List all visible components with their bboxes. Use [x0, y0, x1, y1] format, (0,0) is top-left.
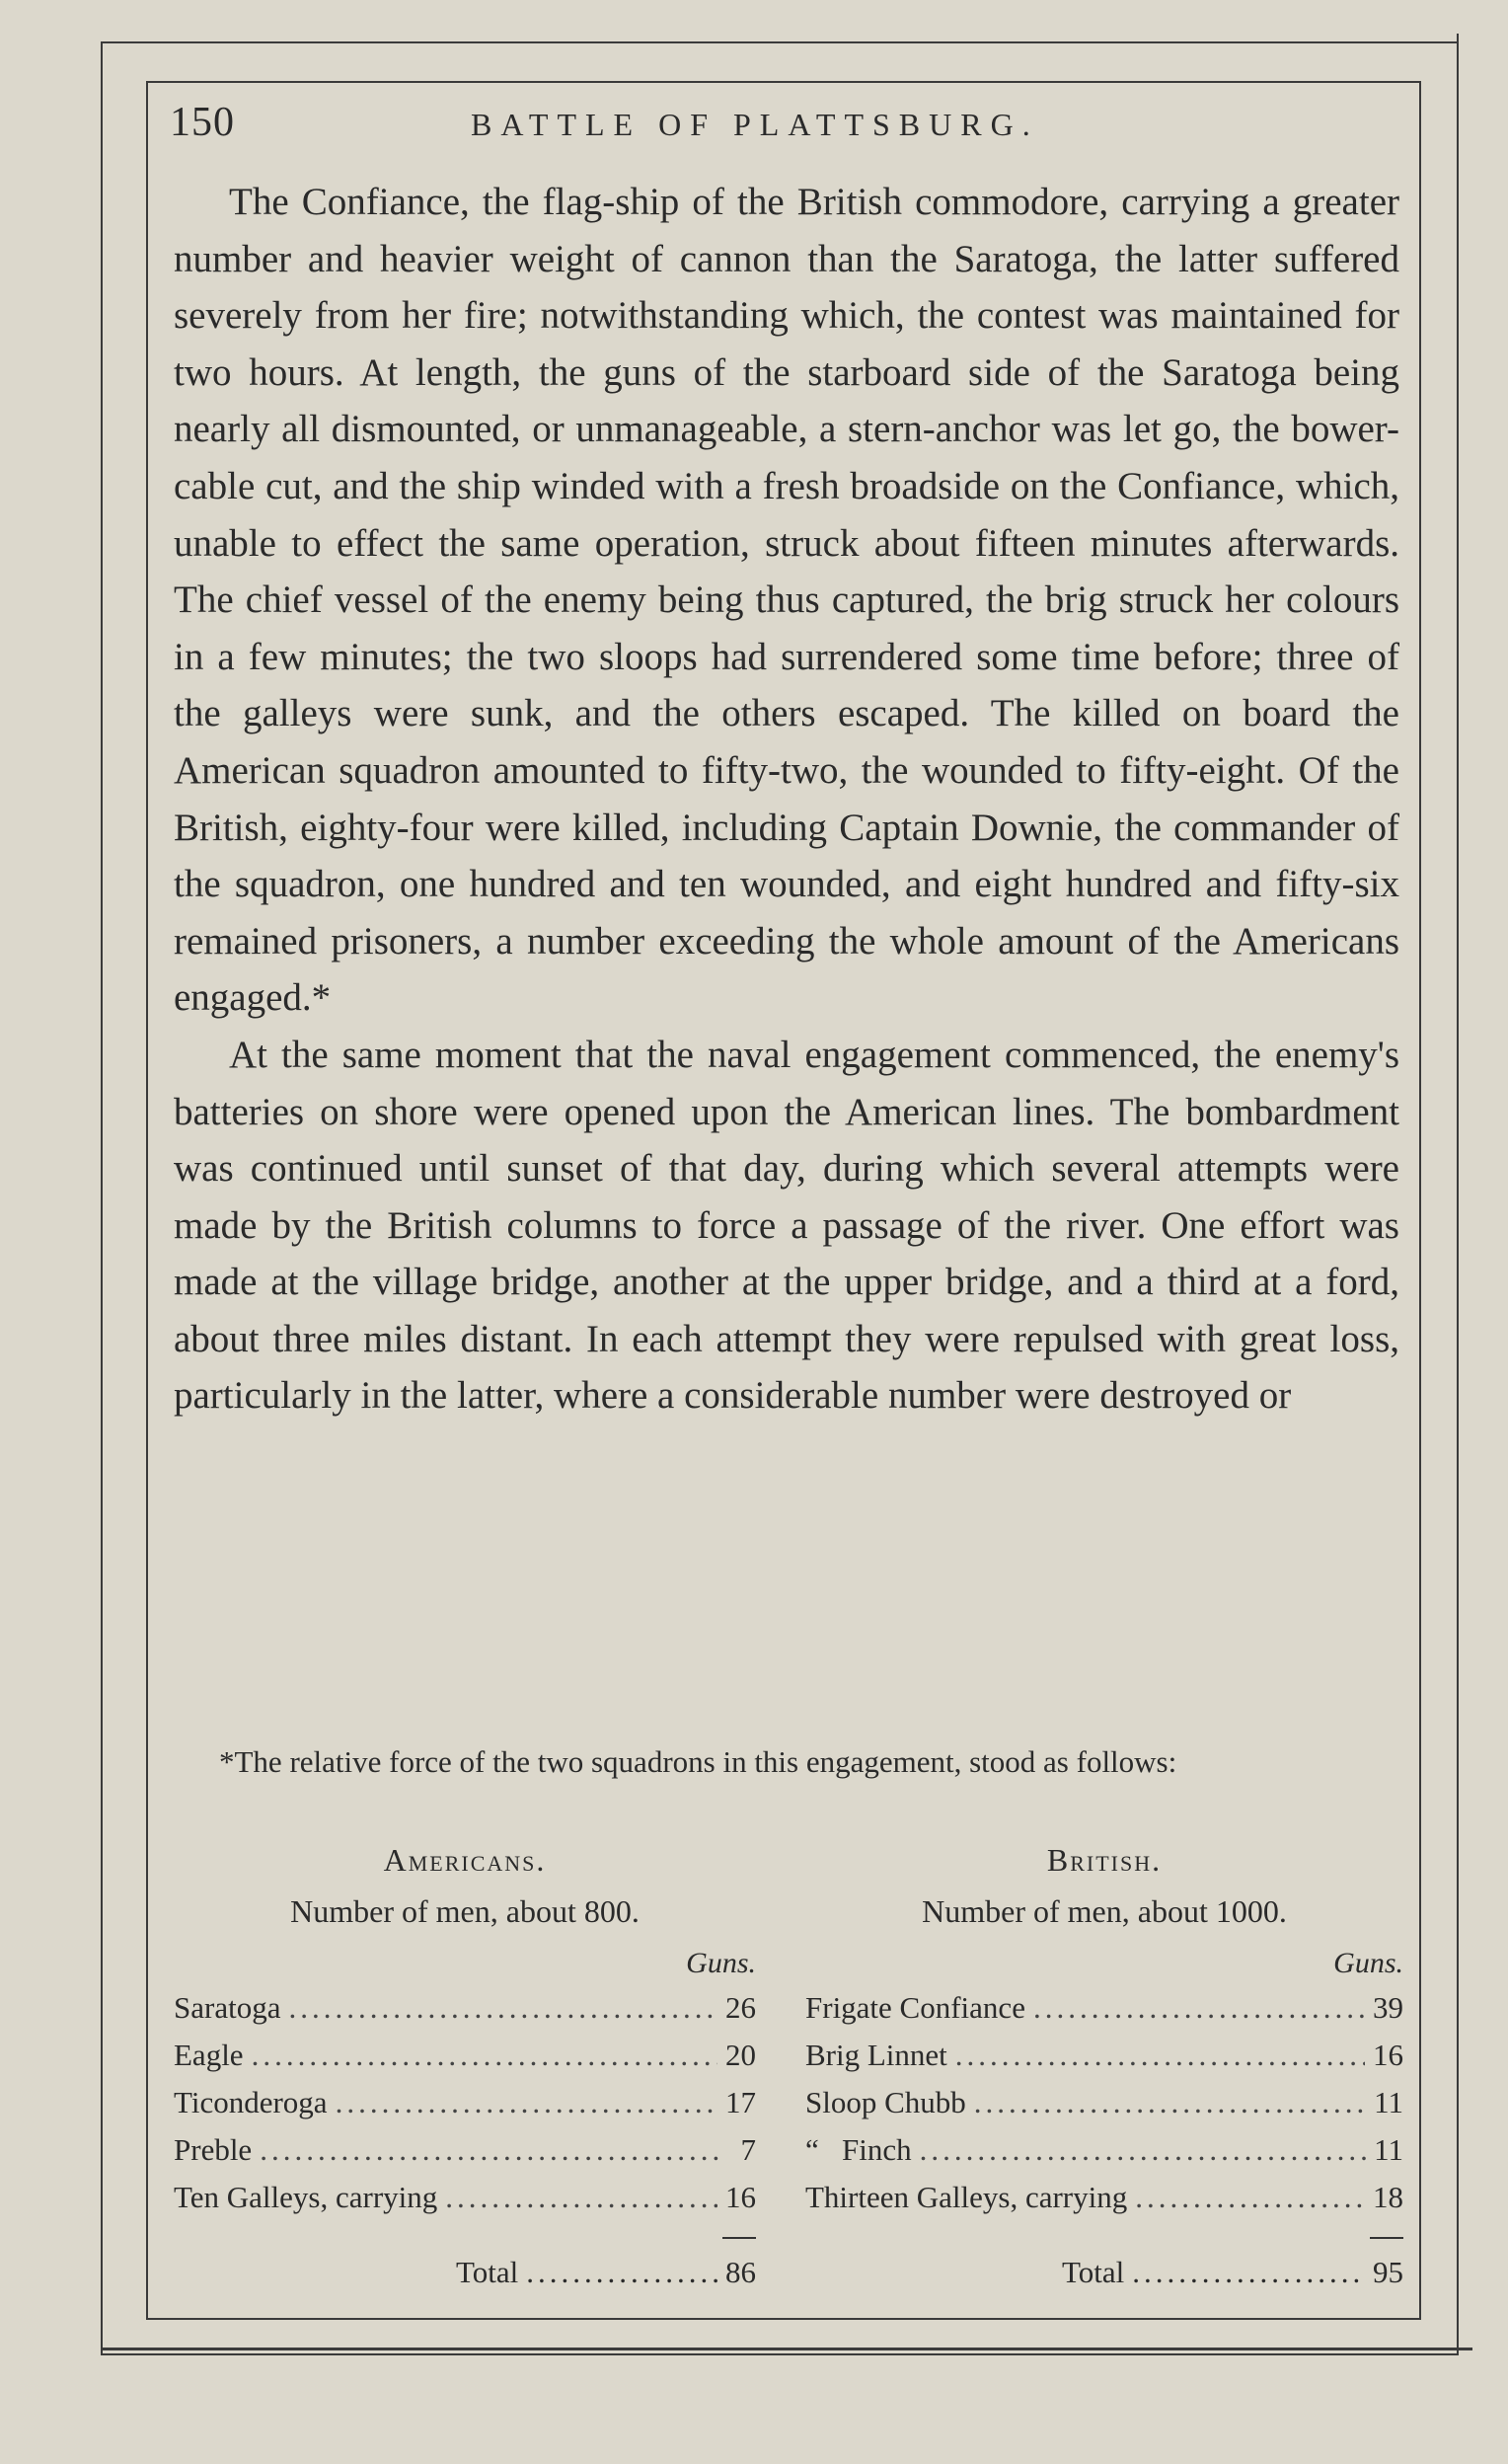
table-row: [174, 1990, 756, 2038]
running-title: BATTLE OF PLATTSBURG.: [471, 107, 1039, 142]
leader-dots: [1135, 2180, 1365, 2215]
page-number: 150: [170, 100, 235, 145]
table-row: [805, 2085, 1403, 2132]
leader-dots: [1033, 1990, 1365, 2026]
table-row: [174, 2180, 756, 2227]
ship-name: Thirteen Galleys, carrying: [805, 2180, 1128, 2214]
americans-guns-label: Guns.: [686, 1947, 756, 1979]
gun-count: 16: [1373, 2038, 1403, 2072]
americans-total-row: [456, 2255, 756, 2302]
gun-count: 7: [740, 2132, 756, 2167]
total-rule: [1370, 2237, 1403, 2239]
gun-count: 17: [725, 2085, 756, 2119]
ship-name: Ticonderoga: [174, 2085, 328, 2119]
total-guns: 86: [725, 2255, 756, 2289]
leader-dots: [445, 2180, 717, 2215]
table-row: [805, 2038, 1403, 2085]
leader-dots: [526, 2255, 717, 2290]
americans-heading: Americans.: [383, 1842, 547, 1878]
gun-count: 18: [1373, 2180, 1403, 2214]
gun-count: 20: [725, 2038, 756, 2072]
gun-count: 11: [1374, 2085, 1403, 2119]
british-heading: British.: [1046, 1842, 1163, 1878]
ship-name: Brig Linnet: [805, 2038, 947, 2072]
ship-name: Sloop Chubb: [805, 2085, 966, 2119]
gun-count: 26: [725, 1990, 756, 2025]
table-row: [805, 2180, 1403, 2227]
british-total-row: [1062, 2255, 1403, 2302]
ship-name: Ten Galleys, carrying: [174, 2180, 438, 2214]
table-row: [805, 2132, 1403, 2180]
table-row: [174, 2038, 756, 2085]
table-row: [174, 2132, 756, 2180]
leader-dots: [252, 2038, 717, 2073]
paragraph-land-battle: At the same moment that the naval engagement commenced, the enemy's batteries on shore were opened upon the American lines. The bombardment was continued until sunset of that day, during which several attempts were made by the British columns to force a passage of the river. One effort was made at the village bridge, another at the upper bridge, and a third at a ford, about three miles distant. In each attempt they were repulsed with great loss, particularly in the latter, where a considerable number were destroyed or: [174, 1033, 1399, 1418]
body-text: [174, 174, 1399, 1424]
ship-name: Eagle: [174, 2038, 244, 2072]
squadron-force-table: [174, 1842, 1403, 2306]
british-guns-label: Guns.: [1333, 1947, 1403, 1979]
gun-count: 16: [725, 2180, 756, 2214]
leader-dots: [920, 2132, 1366, 2168]
ship-name: Frigate Confiance: [805, 1990, 1025, 2025]
page-header: [170, 99, 1403, 158]
table-row: [174, 2085, 756, 2132]
gun-count: 11: [1374, 2132, 1403, 2167]
leader-dots: [288, 1990, 717, 2026]
leader-dots: [974, 2085, 1366, 2120]
margin-rule-bottom: [101, 2348, 1472, 2350]
leader-dots: [336, 2085, 717, 2120]
british-men-count: Number of men, about 1000.: [922, 1893, 1287, 1929]
ship-name: Preble: [174, 2132, 253, 2167]
leader-dots: [260, 2132, 718, 2168]
ship-name: “ Finch: [805, 2132, 912, 2167]
total-rule: [722, 2237, 756, 2239]
leader-dots: [1132, 2255, 1365, 2290]
margin-rule-right: [1457, 34, 1459, 162]
americans-men-count: Number of men, about 800.: [290, 1893, 640, 1929]
paragraph-naval-battle: The Confiance, the flag-ship of the British commodore, carrying a greater number and heavier weight of cannon than the Saratoga, the latter suffered severely from her fire; notwithstanding which, the contest was maintained for two hours. At length, the guns of the starboard side of the Saratoga being nearly all dismounted, or unmanageable, a stern-anchor was let go, the bower-cable cut, and the ship winded with a fresh broadside on the Confiance, which, unable to effect the same operation, struck about fifteen minutes afterwards. The chief vessel of the enemy being thus captured, the brig struck her colours in a few minutes; the two sloops had surrendered some time before; three of the galleys were sunk, and the others escaped. The killed on board the American squadron amounted to fifty-two, the wounded to fifty-eight. Of the British, eighty-four were killed, including Captain Downie, the commander of the squadron, one hundred and ten wounded, and eight hundred and fifty-six remained prisoners, a number exceeding the whole amount of the Americans engaged.*: [174, 181, 1399, 1020]
total-guns: 95: [1373, 2255, 1403, 2289]
total-label: Total: [1062, 2255, 1125, 2289]
ship-name: Saratoga: [174, 1990, 281, 2025]
gun-count: 39: [1373, 1990, 1403, 2025]
table-row: [805, 1990, 1403, 2038]
total-label: Total: [456, 2255, 519, 2289]
footnote: *The relative force of the two squadrons in this engagement, stood as follows:: [219, 1744, 1177, 1779]
leader-dots: [955, 2038, 1365, 2073]
